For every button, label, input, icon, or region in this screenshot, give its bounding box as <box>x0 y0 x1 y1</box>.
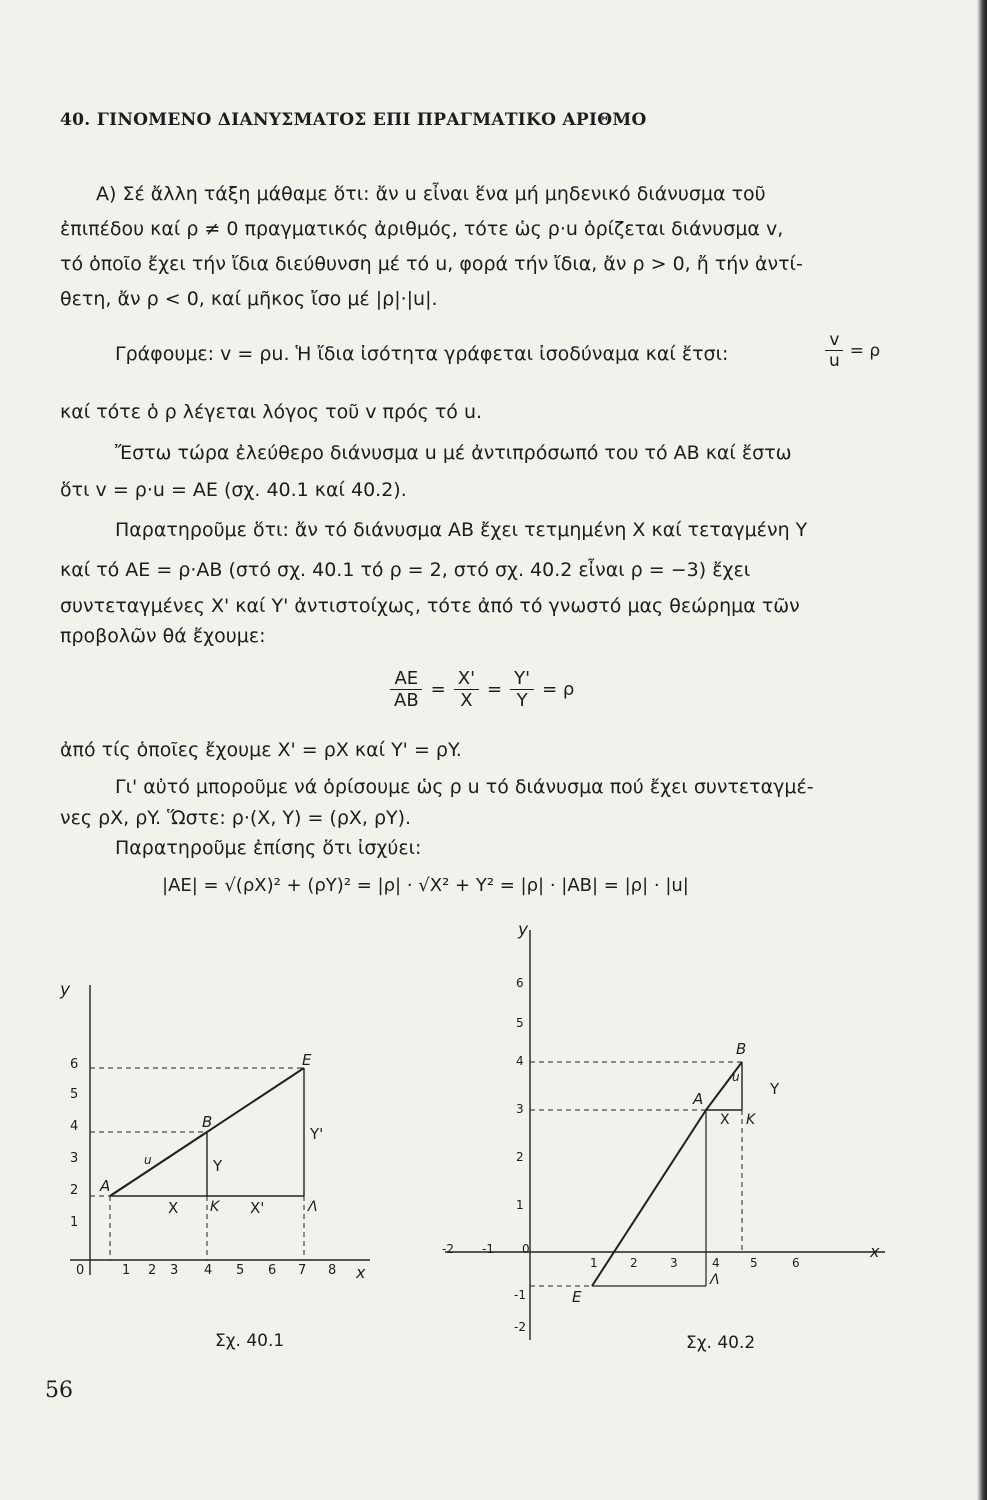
paragraph-line: Γράφουμε: v = ρu. Ἡ ἴδια ἰσότητα γράφεται ἰσοδύναμα καί ἔτσι: <box>115 343 729 365</box>
segment-label: X <box>720 1112 730 1128</box>
point-label: B <box>736 1040 747 1058</box>
paragraph-line: νες ρX, ρY. Ὥστε: ρ·(X, Y) = (ρX, ρY). <box>60 807 412 829</box>
tick-label: 2 <box>148 1263 157 1278</box>
tick-label: 6 <box>70 1057 79 1072</box>
segment-label: Y <box>213 1157 223 1175</box>
fraction-denominator: X <box>460 690 473 711</box>
paragraph-line: καί τότε ὁ ρ λέγεται λόγος τοῦ v πρός τό u. <box>60 401 483 423</box>
vector-u-label: u <box>732 1070 740 1084</box>
tick-label: 2 <box>516 1150 524 1164</box>
tick-label: 3 <box>670 1256 678 1270</box>
y-axis-label: y <box>518 920 529 940</box>
paragraph-line: Γι' αὐτό μποροῦμε νά ὁρίσουμε ὡς ρ u τό διάνυσμα πού ἔχει συντεταγμέ- <box>115 776 814 798</box>
figure-40-2-caption: Σχ. 40.2 <box>686 1333 756 1353</box>
point-label: B <box>202 1113 213 1131</box>
point-label: E <box>572 1288 582 1306</box>
ratio-denominator: u <box>829 351 840 371</box>
tick-label: 3 <box>516 1102 524 1116</box>
tick-label: 6 <box>792 1256 800 1270</box>
tick-label: 1 <box>122 1263 131 1278</box>
tick-label: 0 <box>76 1263 85 1278</box>
tick-label: 4 <box>516 1054 524 1068</box>
segment-label: X <box>168 1199 179 1217</box>
page-number: 56 <box>45 1378 73 1403</box>
tick-label: 8 <box>328 1263 337 1278</box>
point-label: Λ <box>308 1199 318 1215</box>
tick-label: -2 <box>442 1242 454 1256</box>
tick-label: -2 <box>514 1320 526 1334</box>
paragraph-line: θετη, ἄν ρ < 0, καί μῆκος ἴσο μέ |ρ|·|u|. <box>60 288 438 310</box>
segment-label: Y' <box>310 1125 324 1143</box>
segment-label: X' <box>250 1199 265 1217</box>
paragraph-line: συντεταγμένες X' καί Y' ἀντιστοίχως, τότε ἀπό τό γνωστό μας θεώρημα τῶν <box>60 595 800 617</box>
point-label: K <box>210 1199 220 1215</box>
tick-label: 7 <box>298 1263 307 1278</box>
magnitude-formula: |AE| = √(ρX)² + (ρY)² = |ρ| · √X² + Y² = |ρ| · |AB| = |ρ| · |u| <box>162 875 689 896</box>
point-label: A <box>100 1177 111 1195</box>
ratio-numerator: v <box>825 330 843 351</box>
tick-label: 5 <box>516 1016 524 1030</box>
x-axis-label: x <box>356 1263 366 1282</box>
paragraph-line: προβολῶν θά ἔχουμε: <box>60 625 266 647</box>
paragraph-line: τό ὁποῖο ἔχει τήν ἴδια διεύθυνση μέ τό u, φορά τήν ἴδια, ἄν ρ > 0, ἤ τήν ἀντί- <box>60 253 803 275</box>
paragraph-line: Ἔστω τώρα ἐλεύθερο διάνυσμα u μέ ἀντιπρόσωπό του τό AB καί ἔστω <box>115 442 792 464</box>
section-heading: 40. ΓΙΝΟΜΕΝΟ ΔΙΑΝΥΣΜΑΤΟΣ ΕΠΙ ΠΡΑΓΜΑΤΙΚΟ ΑΡΙΘΜΟ <box>60 110 647 130</box>
fraction-numerator: AE <box>390 668 422 690</box>
fraction-numerator: Y' <box>510 668 534 690</box>
tick-label: 6 <box>268 1263 277 1278</box>
figure-40-2-svg <box>430 920 890 1350</box>
vector-u-label: u <box>144 1153 152 1167</box>
paragraph-line: ὅτι v = ρ·u = AE (σχ. 40.1 καί 40.2). <box>60 479 407 501</box>
paragraph-line: Παρατηροῦμε ὅτι: ἄν τό διάνυσμα AB ἔχει τετμημένη X καί τεταγμένη Y <box>115 519 808 541</box>
tick-label: -1 <box>482 1242 494 1256</box>
tick-label: 3 <box>170 1263 179 1278</box>
fraction-result: = ρ <box>542 679 575 700</box>
vector-AB <box>110 1132 207 1196</box>
tick-label: 6 <box>516 976 524 990</box>
paragraph-line: Α) Σέ ἄλλη τάξη μάθαμε ὅτι: ἄν u εἶναι ἕνα μή μηδενικό διάνυσμα τοῦ <box>96 183 766 205</box>
book-spine-shadow <box>977 0 987 1500</box>
tick-label: 4 <box>712 1256 720 1270</box>
tick-label: 4 <box>70 1119 79 1134</box>
paragraph-line: ἀπό τίς ὁποῖες ἔχουμε X' = ρX καί Y' = ρY. <box>60 739 462 761</box>
point-label: Λ <box>710 1272 720 1288</box>
fraction-numerator: X' <box>454 668 479 690</box>
paragraph-line: καί τό AE = ρ·AB (στό σχ. 40.1 τό ρ = 2, στό σχ. 40.2 εἶναι ρ = −3) ἔχει <box>60 559 751 581</box>
tick-label: 1 <box>590 1256 598 1270</box>
x-axis-label: x <box>870 1242 880 1261</box>
tick-label: 2 <box>70 1183 79 1198</box>
point-label: K <box>746 1112 756 1128</box>
ratio-formula <box>825 330 880 371</box>
figure-40-1-caption: Σχ. 40.1 <box>215 1331 285 1351</box>
equals-sign: = <box>487 679 503 700</box>
paragraph-line: ἐπιπέδου καί ρ ≠ 0 πραγματικός ἀριθμός, τότε ὡς ρ·u ὁρίζεται διάνυσμα v, <box>60 218 784 240</box>
projection-equation <box>390 668 574 711</box>
vector-AE <box>592 1110 706 1286</box>
tick-label: 1 <box>516 1198 524 1212</box>
tick-label: 5 <box>750 1256 758 1270</box>
figure-40-2 <box>430 920 890 1354</box>
equals-sign: = <box>430 679 446 700</box>
tick-label: 1 <box>70 1215 79 1230</box>
point-label: E <box>302 1051 312 1069</box>
fraction-denominator: Y <box>516 690 528 711</box>
tick-label: -1 <box>514 1288 526 1302</box>
segment-label: Y <box>770 1080 780 1098</box>
fraction-denominator: AB <box>394 690 419 711</box>
y-axis-label: y <box>60 980 71 1000</box>
tick-label: 0 <box>522 1242 530 1256</box>
paragraph-line: Παρατηροῦμε ἐπίσης ὅτι ἰσχύει: <box>115 837 422 859</box>
tick-label: 4 <box>204 1263 213 1278</box>
tick-label: 2 <box>630 1256 638 1270</box>
tick-label: 5 <box>70 1087 79 1102</box>
figure-40-1-svg <box>40 975 380 1295</box>
tick-label: 3 <box>70 1151 79 1166</box>
ratio-equals: = ρ <box>849 340 881 361</box>
point-label: A <box>693 1090 704 1108</box>
figure-40-1 <box>40 975 380 1299</box>
tick-label: 5 <box>236 1263 245 1278</box>
